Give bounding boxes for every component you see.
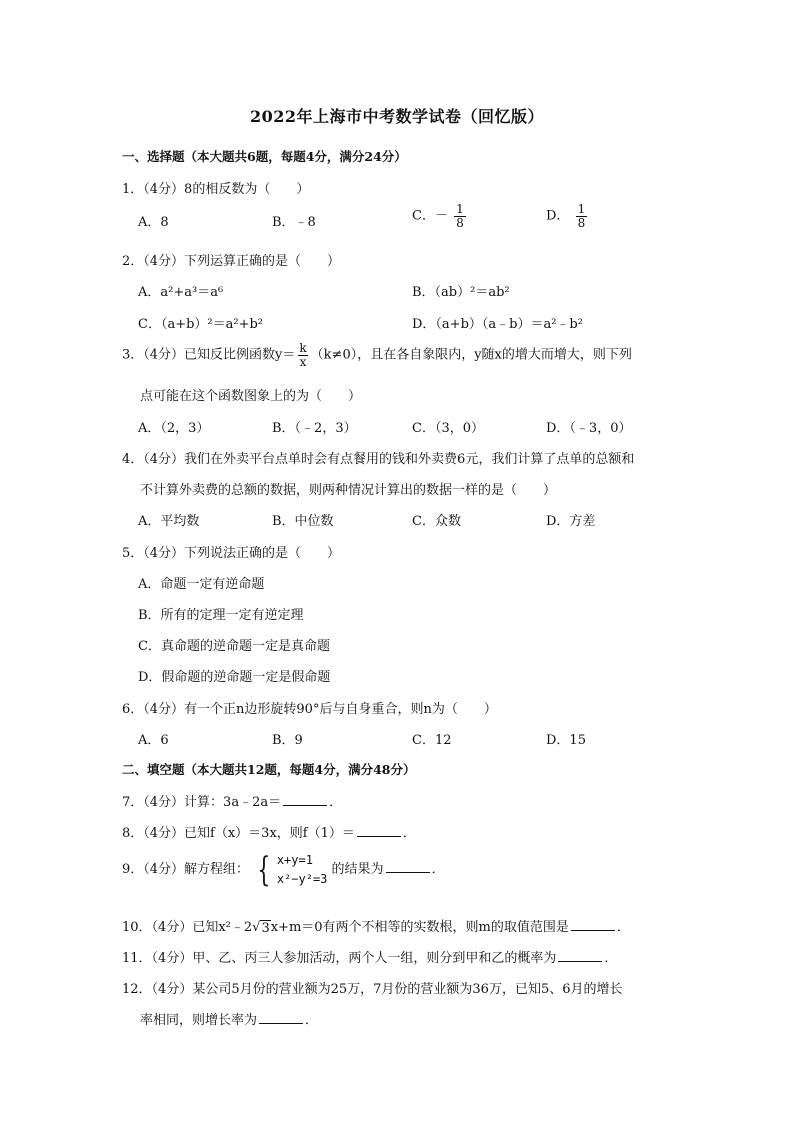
equation-line-1: x+y=1 [276,853,313,867]
question-1-stem: 1．（4分）8的相反数为（ ） [122,182,310,197]
question-9 [122,851,445,888]
question-12: 12．（4分）某公司5月份的营业额为25万，7月份的营业额为36万，已知5、6月的增长 [122,982,623,997]
question-5-stem: 5．（4分）下列说法正确的是（ ） [122,546,341,561]
q2-option-b: B．（ab）²＝ab² [412,285,510,300]
q5-option-d: D．假命题的逆命题一定是假命题 [138,670,331,685]
q3-fraction [297,342,308,368]
fraction-numerator: k [299,341,307,355]
q11-end: ． [604,951,618,966]
fraction-denominator: 8 [577,215,586,230]
q3-stem-prefix: 3．（4分）已知反比例函数y＝ [122,347,296,363]
section-header-choice: 一、选择题（本大题共6题，每题4分，满分24分） [122,149,407,164]
q2-option-a: A．a²+a³＝a⁶ [138,285,224,300]
q10-middle: x+m＝0有两个不相等的实数根，则m的取值范围是 [270,920,569,935]
q1-option-d [546,203,589,229]
page-title: 2022年上海市中考数学试卷（回忆版） [249,107,545,126]
q6-option-a: A．6 [138,733,169,748]
question-10 [122,916,630,936]
answer-blank [386,862,430,873]
q8-end: ． [402,826,416,841]
answer-blank [571,920,615,931]
equation-system [253,851,327,888]
question-3-stem [122,342,632,368]
q6-option-c: C．12 [412,733,452,748]
q3-option-d: D．（﹣3，0） [546,421,632,436]
q3-option-c: C．（3，0） [412,421,484,436]
q10-end: ． [616,920,630,935]
radicand: 3 [261,921,270,936]
q1-option-c-label: C．－ [412,208,448,224]
left-brace: { [257,849,271,890]
q3-option-b: B．（﹣2，3） [272,421,357,436]
question-7 [122,791,342,810]
answer-blank [558,951,602,962]
q9-end: ． [431,862,445,878]
q7-end: ． [329,795,343,810]
q5-option-b: B．所有的定理一定有逆定理 [138,608,304,623]
q6-option-b: B．9 [272,733,303,748]
q10-prefix: 10．（4分）已知x²﹣2 [122,920,253,935]
q6-option-d: D．15 [546,733,586,748]
q1-option-c [412,203,468,229]
q1-option-d-label: D． [546,208,570,224]
q7-text: 7．（4分）计算：3a﹣2a＝ [122,795,282,810]
fraction-denominator: 8 [456,215,464,230]
question-3-stem-cont: 点可能在这个函数图象上的为（ ） [140,389,362,404]
q9-prefix: 9．（4分）解方程组： [122,862,250,878]
q4-option-b: B．中位数 [272,514,334,529]
q4-option-a: A．平均数 [138,514,200,529]
q12-end: ． [305,1013,319,1028]
q4-option-d: D．方差 [546,514,596,529]
q3-option-a: A．（2，3） [138,421,210,436]
q12-cont-text: 率相同，则增长率为 [140,1013,258,1028]
question-4-stem-cont: 不计算外卖费的总额的数据，则两种情况计算出的数据一样的是（ ） [140,483,557,498]
answer-blank [357,826,401,837]
question-6-stem: 6．（4分）有一个正n边形旋转90°后与自身重合，则n为（ ） [122,702,497,717]
q1-option-c-fraction [454,203,466,229]
question-2-stem: 2．（4分）下列运算正确的是（ ） [122,254,341,269]
q3-stem-suffix: （k≠0），且在各自象限内，y随x的增大而增大，则下列 [310,347,632,363]
q9-suffix: 的结果为 [331,862,384,878]
answer-blank [283,795,327,806]
q2-option-c: C．（a+b）²＝a²+b² [138,317,264,332]
question-12-cont [140,1009,318,1028]
q5-option-a: A．命题一定有逆命题 [138,577,265,592]
fraction-denominator: x [299,354,307,369]
question-4-stem: 4．（4分）我们在外卖平台点单时会有点餐用的钱和外卖费6元，我们计算了点单的总额和 [122,452,635,467]
section-header-fill-blank: 二、填空题（本大题共12题，每题4分，满分48分） [122,762,416,777]
question-11 [122,947,617,966]
q2-option-d: D．（a+b）（a﹣b）＝a²﹣b² [412,317,583,332]
equation-line-2: x²−y²=3 [276,871,328,886]
q1-option-a: A．8 [138,215,169,230]
answer-blank [259,1013,303,1024]
fraction-numerator: 1 [456,202,464,216]
q11-text: 11．（4分）甲、乙、丙三人参加活动，两个人一组，则分到甲和乙的概率为 [122,951,557,966]
question-8 [122,822,416,841]
square-root: √ 3 [252,920,270,936]
q4-option-c: C．众数 [412,514,461,529]
q1-option-b: B．﹣8 [272,215,316,230]
q8-text: 8．（4分）已知f（x）＝3x，则f（1）＝ [122,826,355,841]
q5-option-c: C．真命题的逆命题一定是真命题 [138,639,330,654]
q1-option-d-fraction [576,203,588,229]
fraction-numerator: 1 [577,202,586,216]
